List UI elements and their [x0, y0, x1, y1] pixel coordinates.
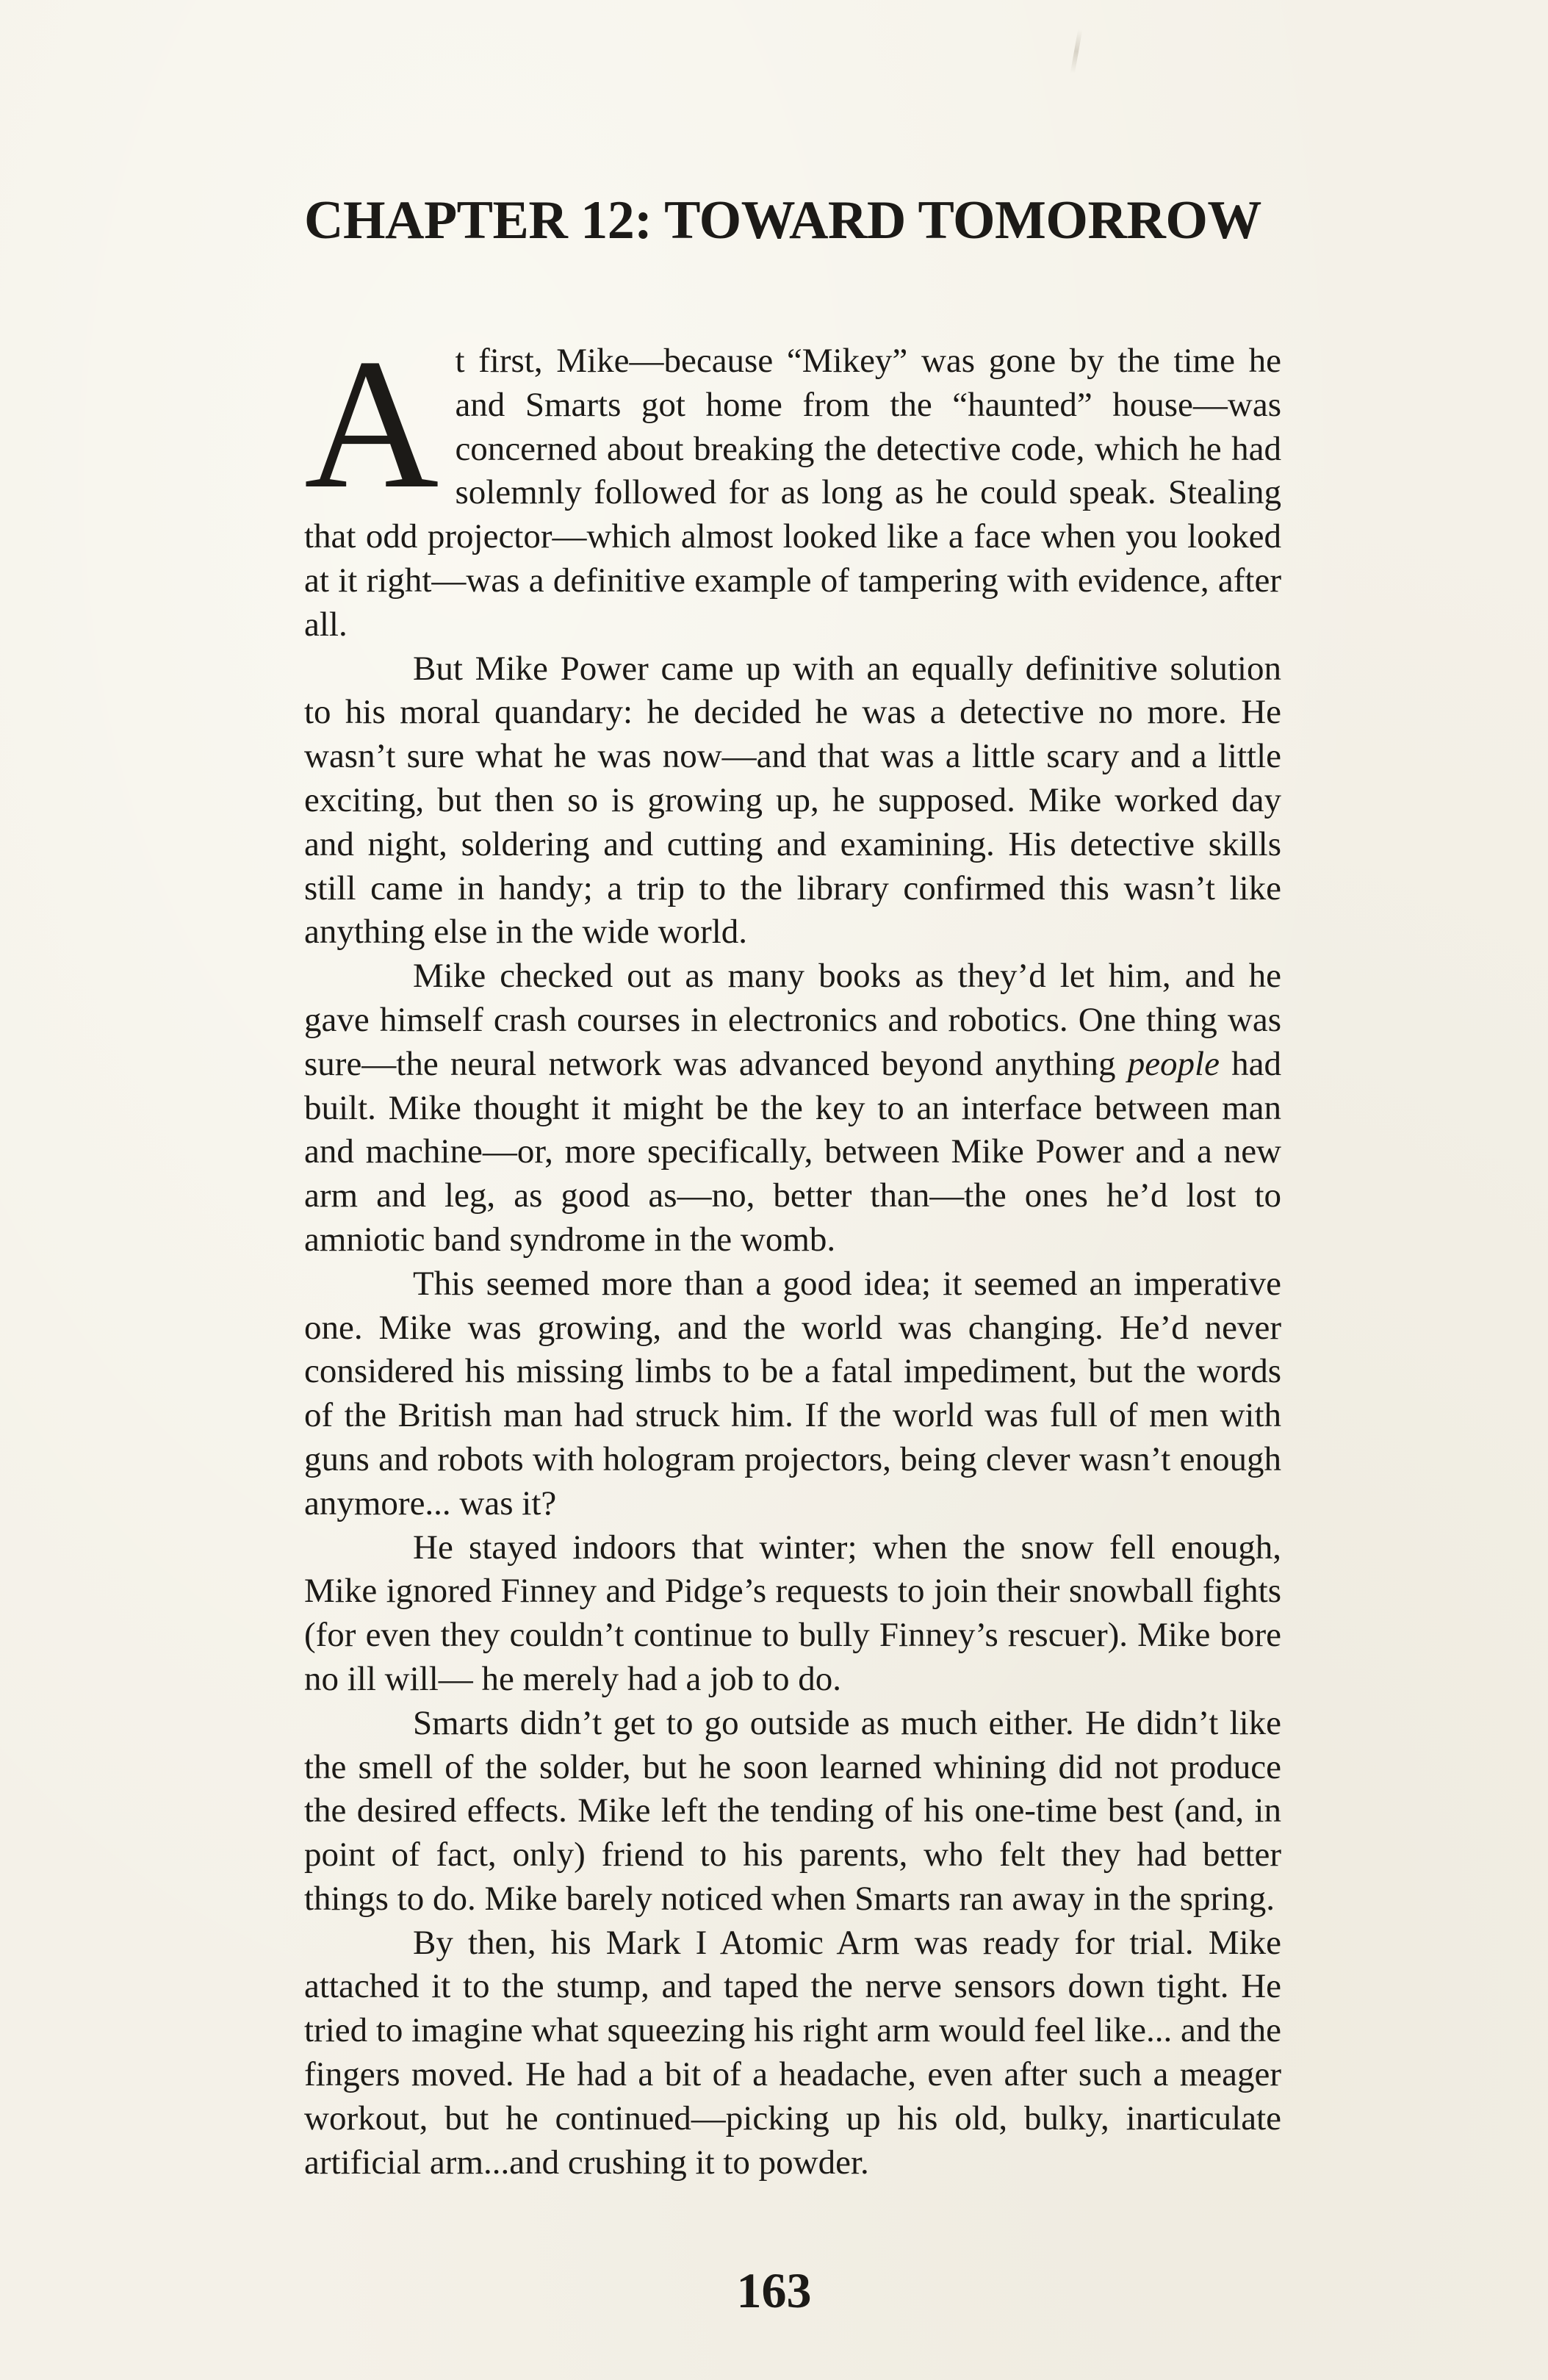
paragraph-2: But Mike Power came up with an equally definitive solution to his moral quandary: he decided he was a detective no more. He wasn’t sure what he was now—and that was a little scary and a little exciting, but then so is growing up, he supposed. Mike worked day and night, soldering and cutting and examining. His detective skills still came in handy; a trip to the library confirmed this wasn’t like anything else in the wide world. — [304, 649, 1281, 952]
paper-crease — [1070, 29, 1082, 73]
paragraph-5: He stayed indoors that winter; when the snow fell enough, Mike ignored Finney and Pidge’s requests to join their snowball fights (for even they couldn’t continue to bully Finney’s rescuer). Mike bore no ill will— he merely had a job to do. — [304, 1528, 1281, 1698]
paragraph-1 — [304, 320, 1281, 647]
paragraph-3-text-before: Mike checked out as many books as they’d let him, and he gave himself crash courses in electronics and robotics. One thing was sure—the neural network was advanced beyond anything — [304, 957, 1281, 1083]
page-number: 163 — [736, 2262, 812, 2318]
drop-cap: A — [304, 320, 439, 527]
paragraph-3-emphasis: people — [1127, 1044, 1220, 1083]
paragraph-7: By then, his Mark I Atomic Arm was ready for trial. Mike attached it to the stump, and taped the nerve sensors down tight. He tried to imagine what squeezing his right arm would feel like... and the fingers moved. He had a bit of a headache, even after such a meager workout, but he continued—picking up his old, bulky, inarticulate artificial arm...and crushing it to powder. — [304, 1923, 1281, 2182]
paragraph-3-text-after: had built. Mike thought it might be the key to an interface between man and machine—or, more specifically, between Mike Power and a new arm and leg, as good as—no, better than—the ones he’d lost to amniotic band syndrome in the womb. — [304, 1044, 1281, 1259]
chapter-title: CHAPTER 12: TOWARD TOMORROW — [304, 190, 1261, 251]
chapter-body — [304, 320, 1281, 2185]
paragraph-6: Smarts didn’t get to go outside as much either. He didn’t like the smell of the solder, but he soon learned whining did not produce the desired effects. Mike left the tending of his one-time best (and, in point of fact, only) friend to his parents, who felt they had better things to do. Mike barely noticed when Smarts ran away in the spring. — [304, 1703, 1281, 1918]
paragraph-3 — [304, 954, 1281, 1262]
paragraph-4: This seemed more than a good idea; it seemed an imperative one. Mike was growing, and the world was changing. He’d never considered his missing limbs to be a fatal impediment, but the words of the British man had struck him. If the world was full of men with guns and robots with hologram projectors, being clever wasn’t enough anymore... was it? — [304, 1264, 1281, 1522]
paragraph-1-text: t first, Mike—because “Mikey” was gone by the time he and Smarts got home from the “haunted” house—was concerned about breaking the detective code, which he had solemnly followed for as long as he could speak. Stealing that odd projector—which almost looked like a face when you looked at it right—was a definitive example of tampering with evidence, after all. — [304, 342, 1281, 644]
